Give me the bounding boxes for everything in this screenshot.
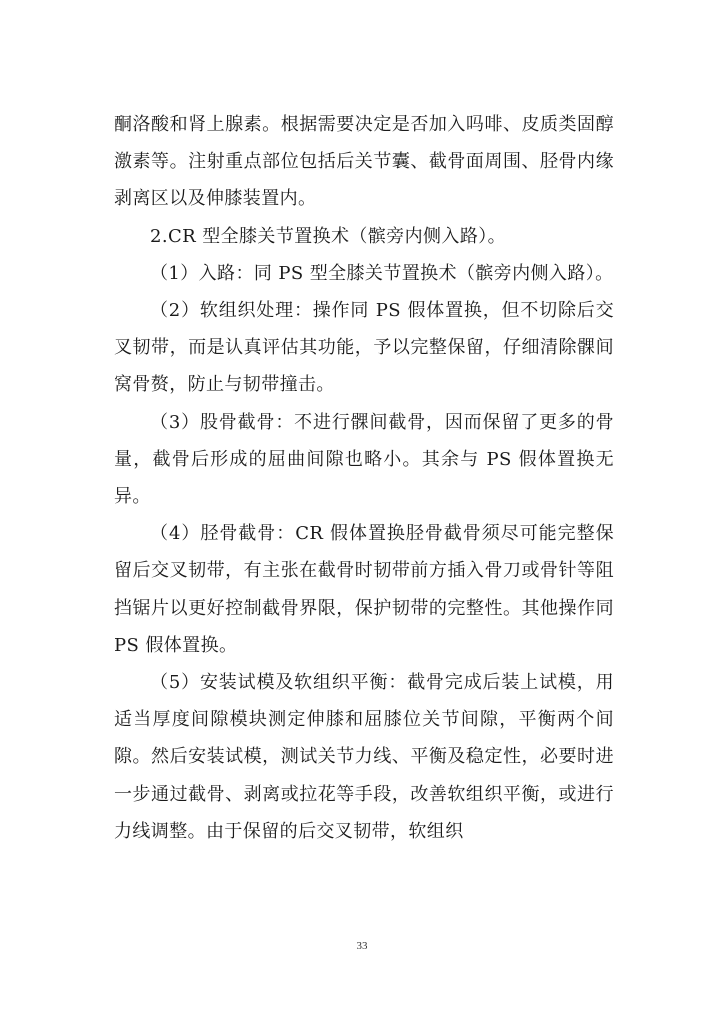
page-number: 33 [356, 940, 368, 952]
body-text [114, 106, 614, 850]
paragraph-soft-tissue: （2）软组织处理：操作同 PS 假体置换，但不切除后交叉韧带，而是认真评估其功能，予以完整保留，仔细清除髁间窝骨赘，防止与韧带撞击。 [114, 300, 614, 396]
paragraph-approach: （1）入路：同 PS 型全膝关节置换术（髌旁内侧入路）。 [150, 262, 614, 284]
section-heading-cr-tka: 2.CR 型全膝关节置换术（髌旁内侧入路）。 [150, 225, 507, 247]
paragraph-continuation: 酮洛酸和肾上腺素。根据需要决定是否加入吗啡、皮质类固醇激素等。注射重点部位包括后关节囊、截骨面周围、胫骨内缘剥离区以及伸膝装置内。 [114, 114, 614, 210]
paragraph-tibial-cut: （4）胫骨截骨：CR 假体置换胫骨截骨须尽可能完整保留后交叉韧带，有主张在截骨时韧带前方插入骨刀或骨针等阻挡锯片以更好控制截骨界限，保护韧带的完整性。其他操作同 PS 假体置换。 [114, 523, 614, 656]
paragraph-trial-balance: （5）安装试模及软组织平衡：截骨完成后装上试模，用适当厚度间隙模块测定伸膝和屈膝位关节间隙，平衡两个间隙。然后安装试模，测试关节力线、平衡及稳定性，必要时进一步通过截骨、剥离或拉花等手段，改善软组织平衡，或进行力线调整。由于保留的后交叉韧带，软组织 [114, 672, 614, 842]
paragraph-femoral-cut: （3）股骨截骨：不进行髁间截骨，因而保留了更多的骨量，截骨后形成的屈曲间隙也略小。其余与 PS 假体置换无异。 [114, 411, 614, 508]
